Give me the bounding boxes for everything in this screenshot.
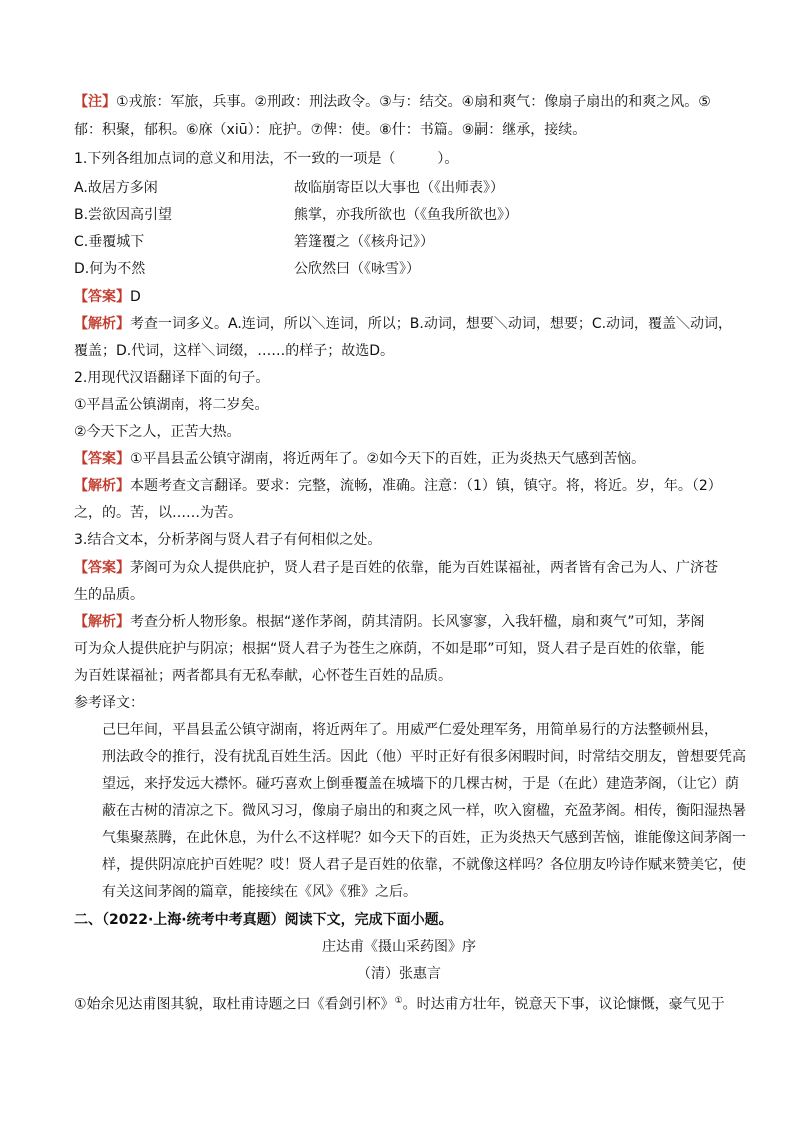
q3-analysis-1 <box>74 612 705 632</box>
notes-tag: 【注】 <box>74 94 116 110</box>
q1-option-a <box>74 178 724 198</box>
q3-analysis-3: 为百姓谋福祉；两者都具有无私奉献，心怀苍生百姓的品质。 <box>74 668 452 684</box>
translation-line: 气集聚蒸腾，在此休息，为什么不这样呢？如今天下的百姓，正为炎热天气感到苦恼，谁能像这间茅阁一 <box>74 830 746 846</box>
q1-option-d <box>74 259 724 279</box>
analysis-text: 考查分析人物形象。根据“遂作茅阁，荫其清阴。长风寥寥，入我轩楹，扇和爽气”可知，茅阁 <box>130 614 705 630</box>
option-left: A.故居方多闲 <box>74 180 158 196</box>
option-right: 熊掌，亦我所欲也（《鱼我所欲也》） <box>294 207 518 223</box>
q1-option-b <box>74 205 724 225</box>
answer-text: ①平昌县孟公镇守湖南，将近两年了。②如今天下的百姓，正为炎热天气感到苦恼。 <box>130 451 646 467</box>
analysis-tag: 【解析】 <box>74 614 130 630</box>
analysis-tag: 【解析】 <box>74 478 130 494</box>
q1-answer <box>74 287 141 307</box>
section2-paragraph-1 <box>74 991 725 1015</box>
q1-stem: 1.下列各组加点词的意义和用法，不一致的一项是（ ）。 <box>74 151 459 167</box>
section2-author: （清）张惠言 <box>357 966 441 982</box>
q2-answer <box>74 449 645 469</box>
q3-analysis-2: 可为众人提供庇护与阴凉；根据“贤人君子为苍生之庥荫，不如是耶”可知，贤人君子是百姓的依靠，能 <box>74 641 705 657</box>
q2-sentence-1: ①平昌孟公镇湖南，将二岁矣。 <box>74 397 269 413</box>
footnote-marker: ① <box>394 996 403 1006</box>
q1-analysis-1 <box>74 314 732 334</box>
q2-stem: 2.用现代汉语翻译下面的句子。 <box>74 370 270 386</box>
q1-option-c <box>74 232 724 252</box>
paragraph-text: ①始余见达甫图其貌，取杜甫诗题之曰《看剑引杯》 <box>74 996 395 1013</box>
translation-line: 样，提供阴凉庇护百姓呢？哎！贤人君子是百姓的依靠，不就像这样吗？各位朋友吟诗作赋来赞美它，使 <box>74 857 746 873</box>
section2-title: 庄达甫《摄山采药图》序 <box>322 939 476 955</box>
q2-analysis-1 <box>74 476 722 496</box>
option-left: C.垂覆城下 <box>74 234 145 250</box>
q2-sentence-2: ②今天下之人，正苦大热。 <box>74 424 241 440</box>
analysis-text: 考查一词多义。A.连词，所以＼连词，所以；B.动词，想要＼动词，想要；C.动词，覆盖＼动词， <box>130 316 733 332</box>
analysis-text: 本题考查文言翻译。要求：完整，流畅，准确。注意：（1）镇，镇守。将，将近。岁，年。（2） <box>130 478 722 494</box>
option-right: 公欣然曰（《咏雪》） <box>294 261 420 277</box>
q3-stem: 3.结合文本，分析茅阁与贤人君子有何相似之处。 <box>74 532 382 548</box>
answer-text: D <box>130 289 141 305</box>
answer-tag: 【答案】 <box>74 451 130 467</box>
answer-tag: 【答案】 <box>74 560 130 576</box>
paragraph-text-rest: 。时达甫方壮年，锐意天下事，议论慷慨，豪气见于 <box>402 996 725 1013</box>
q2-analysis-2: 之，的。苦，以……为苦。 <box>74 505 242 521</box>
translation-line: 蔽在古树的清凉之下。微风习习，像扇子扇出的和爽之风一样，吹入窗楹，充盈茅阁。相传，衡阳湿热暑 <box>74 803 746 819</box>
translation-line: 己巳年间，平昌县孟公镇守湖南，将近两年了。用威严仁爱处理军务，用简单易行的方法整顿州县， <box>74 722 718 738</box>
translation-line: 刑法政令的推行，没有扰乱百姓生活。因此（他）平时正好有很多闲暇时间，时常结交朋友，曾想要凭高 <box>74 749 746 765</box>
answer-tag: 【答案】 <box>74 289 130 305</box>
option-left: D.何为不然 <box>74 261 146 277</box>
translation-heading: 参考译文： <box>74 695 144 711</box>
notes-line-2: 郁：积聚，郁积。⑥庥（xiū）：庇护。⑦俾：使。⑧什：书篇。⑨嗣：继承，接续。 <box>74 122 587 138</box>
section2-header: 二、（2022·上海·统考中考真题）阅读下文，完成下面小题。 <box>74 912 453 928</box>
option-right: 故临崩寄臣以大事也（《出师表》） <box>294 180 504 196</box>
option-right: 箬篷覆之（《核舟记》） <box>294 234 434 250</box>
notes-text-1: ①戎旅：军旅，兵事。②刑政：刑法政令。③与：结交。④扇和爽气：像扇子扇出的和爽之风。⑤ <box>116 94 711 110</box>
analysis-tag: 【解析】 <box>74 316 130 332</box>
q3-answer-2: 生的品质。 <box>74 587 144 603</box>
notes-line-1 <box>74 92 711 112</box>
option-left: B.尝欲因高引望 <box>74 207 173 223</box>
translation-line: 有关这间茅阁的篇章，能接续在《风》《雅》之后。 <box>74 884 417 900</box>
q1-analysis-2: 覆盖；D.代词，这样＼词缀，……的样子；故选D。 <box>74 343 395 359</box>
q3-answer-1 <box>74 558 718 578</box>
answer-text: 茅阁可为众人提供庇护，贤人君子是百姓的依靠，能为百姓谋福祉，两者皆有舍己为人、广济苍 <box>130 560 718 576</box>
translation-line: 望远，来抒发远大襟怀。碰巧喜欢上倒垂覆盖在城墙下的几棵古树，于是（在此）建造茅阁，（让它）荫 <box>74 776 739 792</box>
